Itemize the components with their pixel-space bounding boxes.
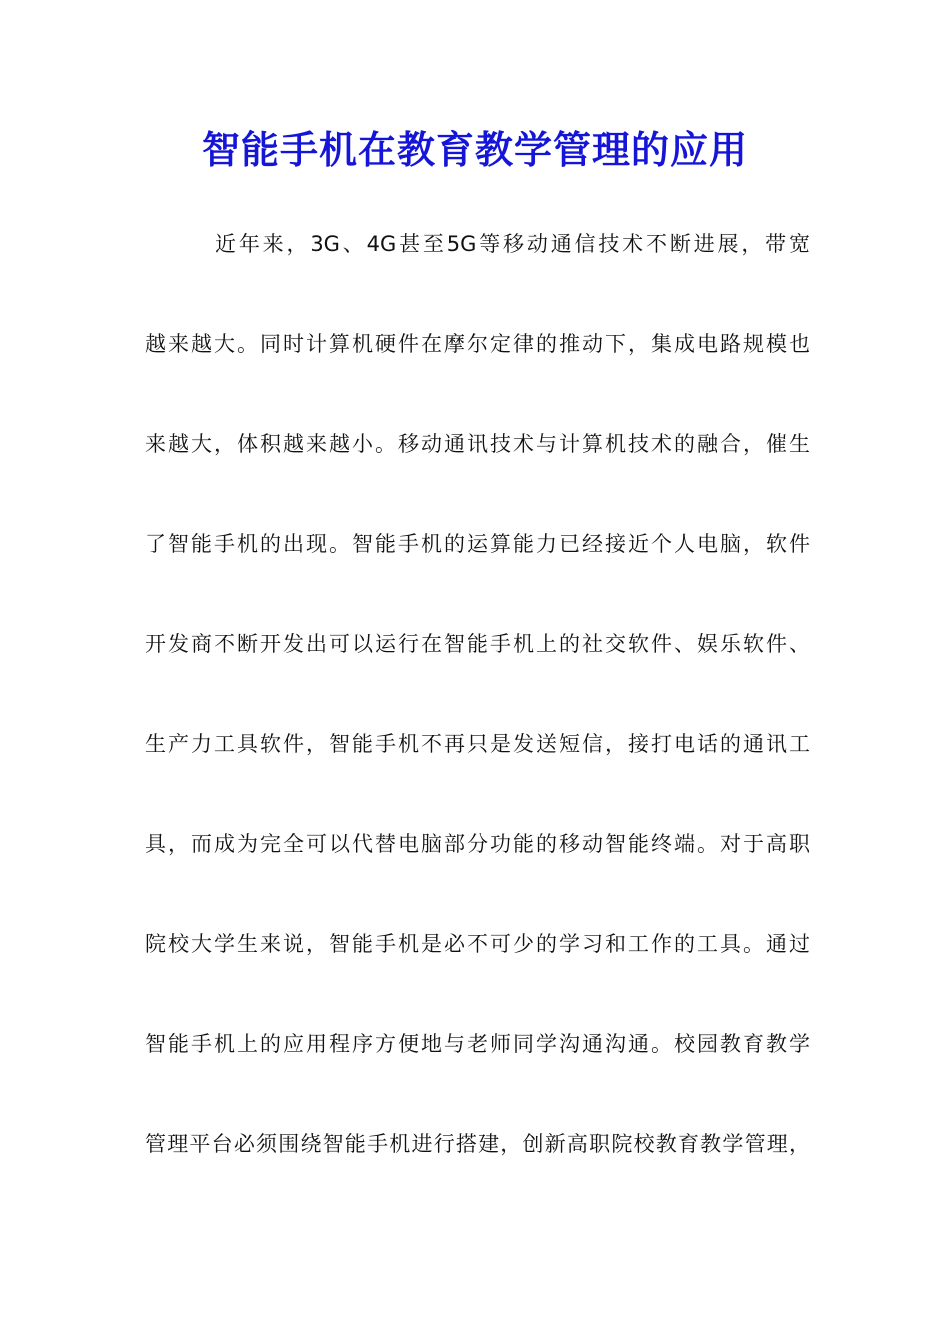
document-title: 智能手机在教育教学管理的应用	[201, 127, 748, 172]
body-paragraph	[145, 218, 810, 1218]
text-line: 近年来，3G、4G甚至5G等移动通信技术不断进展，带宽	[215, 232, 810, 256]
text-line: 具，而成为完全可以代替电脑部分功能的移动智能终端。对于高职	[145, 832, 810, 856]
text-line: 开发商不断开发出可以运行在智能手机上的社交软件、娱乐软件、	[145, 632, 810, 656]
text-line: 管理平台必须围绕智能手机进行搭建，创新高职院校教育教学管理，	[145, 1132, 810, 1156]
text-line: 来越大，体积越来越小。移动通讯技术与计算机技术的融合，催生	[145, 432, 810, 456]
text-line: 越来越大。同时计算机硬件在摩尔定律的推动下，集成电路规模也	[145, 332, 810, 356]
text-line: 了智能手机的出现。智能手机的运算能力已经接近个人电脑，软件	[145, 532, 810, 556]
text-line: 智能手机上的应用程序方便地与老师同学沟通沟通。校园教育教学	[145, 1032, 810, 1056]
text-line: 院校大学生来说，智能手机是必不可少的学习和工作的工具。通过	[145, 932, 810, 956]
text-line: 生产力工具软件，智能手机不再只是发送短信，接打电话的通讯工	[145, 732, 810, 756]
